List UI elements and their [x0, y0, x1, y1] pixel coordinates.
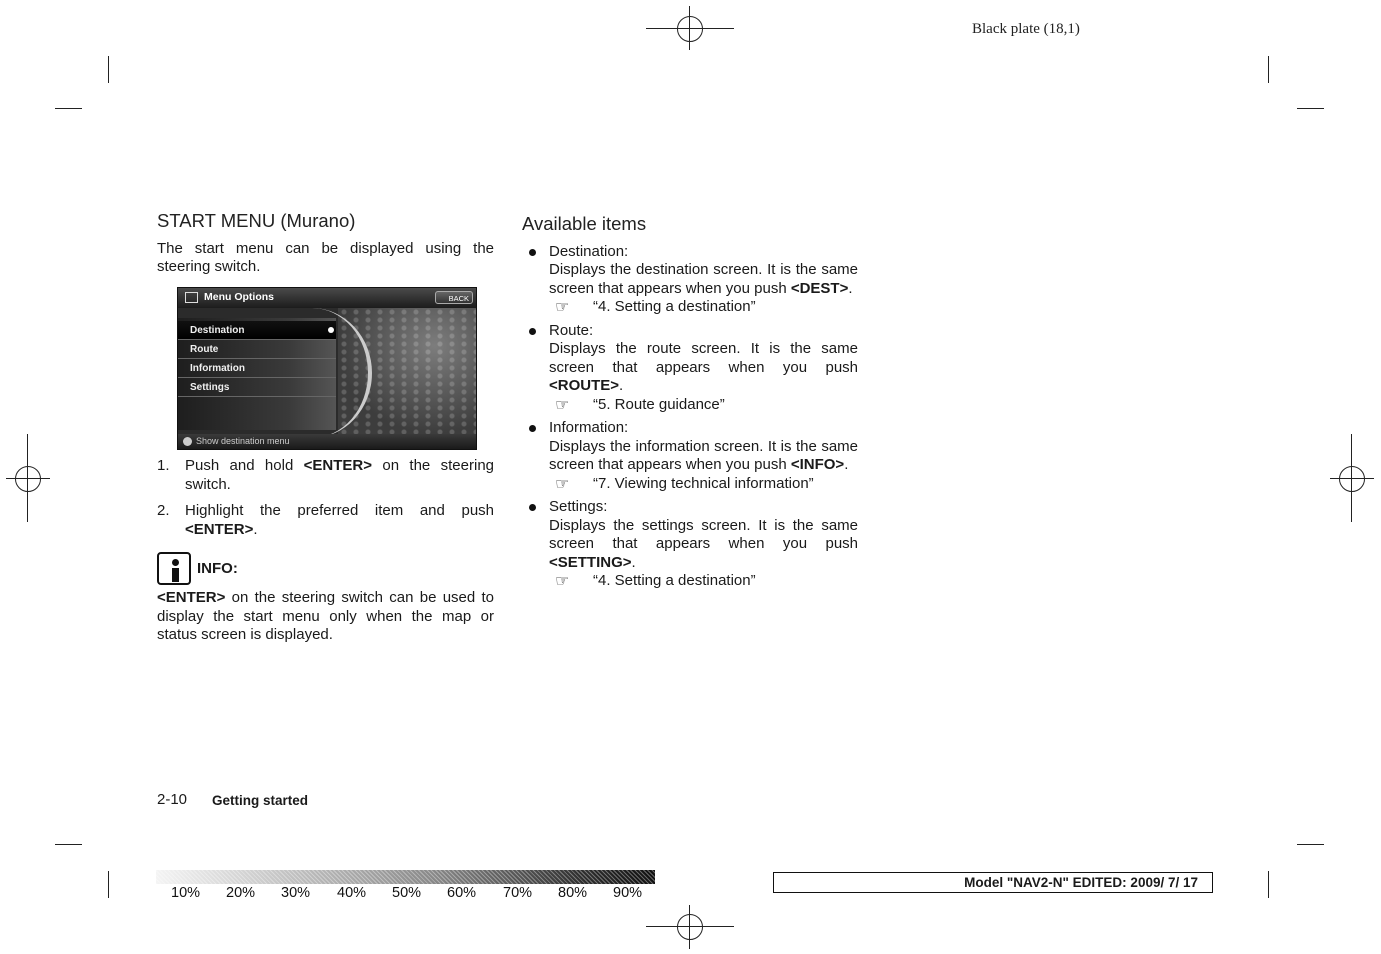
screen-item-destination: Destination — [178, 321, 336, 340]
item-route: Route: Displays the route screen. It is the same screen that appears when you push <ROUTE>. ☞ “5. Route guidance” — [522, 322, 858, 415]
screen-footer — [178, 434, 476, 449]
screen-header — [178, 288, 476, 308]
section-heading: START MENU (Murano) — [157, 210, 356, 231]
nav-screen-image — [177, 287, 477, 450]
steps-block — [157, 457, 494, 539]
percent-label: 20% — [226, 885, 256, 901]
screen-footer-text: Show destination menu — [196, 436, 290, 446]
item-information: Information: Displays the information screen. It is the same screen that appears when you push <INFO>. ☞ “7. Viewing technical information” — [522, 419, 858, 493]
pointing-hand-icon: ☞ — [555, 299, 570, 316]
percent-label: 90% — [613, 885, 643, 901]
bullet-icon — [529, 425, 536, 432]
info-i-icon — [157, 552, 191, 585]
screen-item-information: Information — [178, 359, 336, 378]
screen-item-route: Route — [178, 340, 336, 359]
bullet-icon — [529, 504, 536, 511]
percent-label: 60% — [447, 885, 477, 901]
percent-label: 50% — [392, 885, 422, 901]
percent-label: 80% — [558, 885, 588, 901]
pointing-hand-icon: ☞ — [555, 396, 570, 414]
percent-label: 70% — [503, 885, 533, 901]
pointing-hand-icon: ☞ — [555, 475, 570, 493]
percent-label: 30% — [281, 885, 311, 901]
model-edited-box: Model "NAV2-N" EDITED: 2009/ 7/ 17 — [773, 872, 1213, 893]
step-1: 1. Push and hold <ENTER> on the steering switch. — [157, 457, 494, 493]
menu-icon — [185, 292, 198, 303]
intro-paragraph: The start menu can be displayed using the steering switch. — [157, 239, 494, 275]
step-2: 2. Highlight the preferred item and push <ENTER>. — [157, 502, 494, 538]
page-number: 2-10 — [157, 791, 188, 808]
screen-item-settings: Settings — [178, 378, 336, 397]
available-items-heading: Available items — [522, 213, 647, 234]
item-destination: Destination: Displays the destination screen. It is the same screen that appears when you push <DEST>. ☞ “4. Setting a destination” — [522, 243, 858, 317]
percent-label: 40% — [337, 885, 367, 901]
section-name: Getting started — [212, 793, 309, 808]
plate-label: Black plate (18,1) — [972, 21, 1080, 37]
bullet-icon — [529, 249, 536, 256]
info-paragraph: <ENTER> on the steering switch can be used to display the start menu only when the map or status screen is displayed. — [157, 589, 494, 643]
gray-scale-bar — [156, 870, 655, 884]
info-label: INFO: — [197, 560, 238, 577]
back-button: BACK — [435, 291, 473, 304]
percent-label: 10% — [171, 885, 201, 901]
info-icon — [183, 437, 192, 446]
bullet-icon — [529, 328, 536, 335]
pointing-hand-icon: ☞ — [555, 573, 570, 590]
right-column — [522, 215, 858, 591]
left-column — [157, 212, 494, 277]
screen-title: Menu Options — [204, 291, 274, 303]
item-settings: Settings: Displays the settings screen. It is the same screen that appears when you push <SETTING>. ☞ “4. Setting a destination” — [522, 498, 858, 591]
